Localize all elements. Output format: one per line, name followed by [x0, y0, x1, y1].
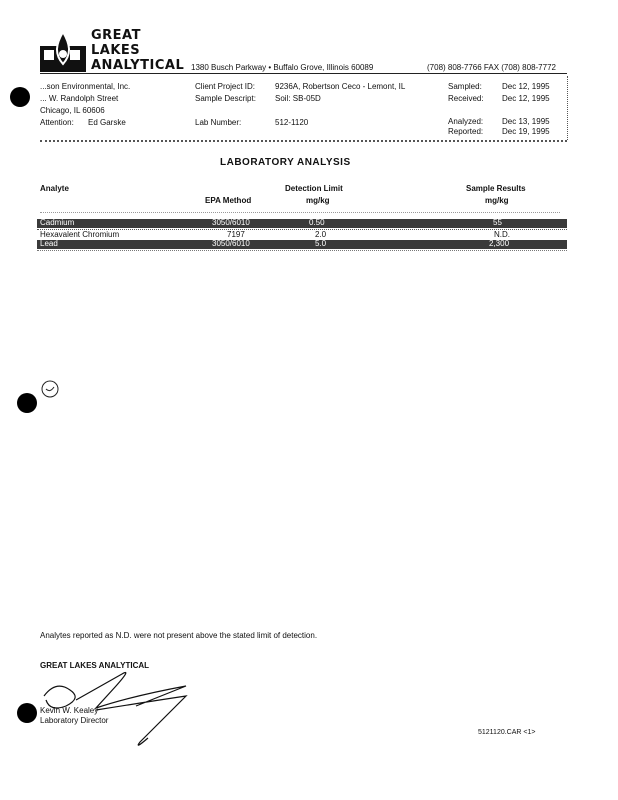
sampled-value: Dec 12, 1995 — [502, 82, 550, 91]
report-title: LABORATORY ANALYSIS — [220, 157, 351, 168]
row-limit: 0.50 — [309, 218, 325, 227]
row-analyte: Lead — [40, 239, 58, 248]
table-row — [37, 219, 567, 228]
sample-descript-value: Soil: SB-05D — [275, 94, 321, 103]
handwritten-circle-mark-icon — [40, 379, 62, 399]
col-detection-unit: mg/kg — [306, 196, 330, 205]
col-method: EPA Method — [205, 196, 252, 205]
row-result: 2,300 — [489, 239, 510, 248]
lab-number-label: Lab Number: — [195, 118, 242, 127]
binder-hole-icon — [17, 703, 37, 723]
col-results-unit: mg/kg — [485, 196, 509, 205]
logo-line-3: ANALYTICAL — [91, 58, 185, 73]
client-name: ...son Environmental, Inc. — [40, 82, 131, 91]
binder-hole-icon — [10, 87, 30, 107]
row-result: N.D. — [494, 230, 510, 239]
row-limit: 2.0 — [315, 230, 327, 239]
signature-title: Laboratory Director — [40, 716, 109, 725]
analyzed-value: Dec 13, 1995 — [502, 117, 550, 126]
client-street: ... W. Randolph Street — [40, 94, 119, 103]
row-result: 55 — [493, 218, 502, 227]
row-limit: 5.0 — [315, 239, 327, 248]
lab-address: 1380 Busch Parkway • Buffalo Grove, Illinois 60089 — [191, 63, 374, 72]
logo-line-1: GREAT — [91, 28, 141, 43]
sample-descript-label: Sample Descript: — [195, 94, 256, 103]
row-analyte: Cadmium — [40, 218, 75, 227]
attention-label: Attention: — [40, 118, 74, 127]
logo-line-2: LAKES — [91, 43, 141, 58]
col-analyte: Analyte — [40, 184, 69, 193]
row-method: 3050/6010 — [212, 218, 250, 227]
company-logo-icon — [40, 32, 86, 72]
client-city: Chicago, IL 60606 — [40, 106, 105, 115]
reported-label: Reported: — [448, 127, 484, 136]
table-row — [37, 240, 567, 249]
received-label: Received: — [448, 94, 484, 103]
binder-hole-icon — [17, 393, 37, 413]
row-method: 3050/6010 — [212, 239, 250, 248]
signature-company: GREAT LAKES ANALYTICAL — [40, 661, 150, 670]
lab-phone-fax: (708) 808-7766 FAX (708) 808-7772 — [427, 63, 556, 72]
col-detection: Detection Limit — [285, 184, 343, 193]
row-analyte: Hexavalent Chromium — [40, 230, 120, 239]
attention-value: Ed Garske — [88, 118, 126, 127]
footnote-text: Analytes reported as N.D. were not present above the stated limit of detection. — [40, 631, 318, 640]
row-method: 7197 — [227, 230, 245, 239]
client-project-value: 9236A, Robertson Ceco - Lemont, IL — [275, 82, 406, 91]
signature-name: Kevin W. Kealey — [40, 706, 99, 715]
lab-number-value: 512-1120 — [275, 118, 309, 127]
reported-value: Dec 19, 1995 — [502, 127, 550, 136]
analyzed-label: Analyzed: — [448, 117, 484, 126]
col-results: Sample Results — [466, 184, 526, 193]
client-project-label: Client Project ID: — [195, 82, 256, 91]
sampled-label: Sampled: — [448, 82, 482, 91]
page-reference: 5121120.CAR <1> — [478, 729, 536, 736]
received-value: Dec 12, 1995 — [502, 94, 550, 103]
table-row — [37, 229, 567, 240]
